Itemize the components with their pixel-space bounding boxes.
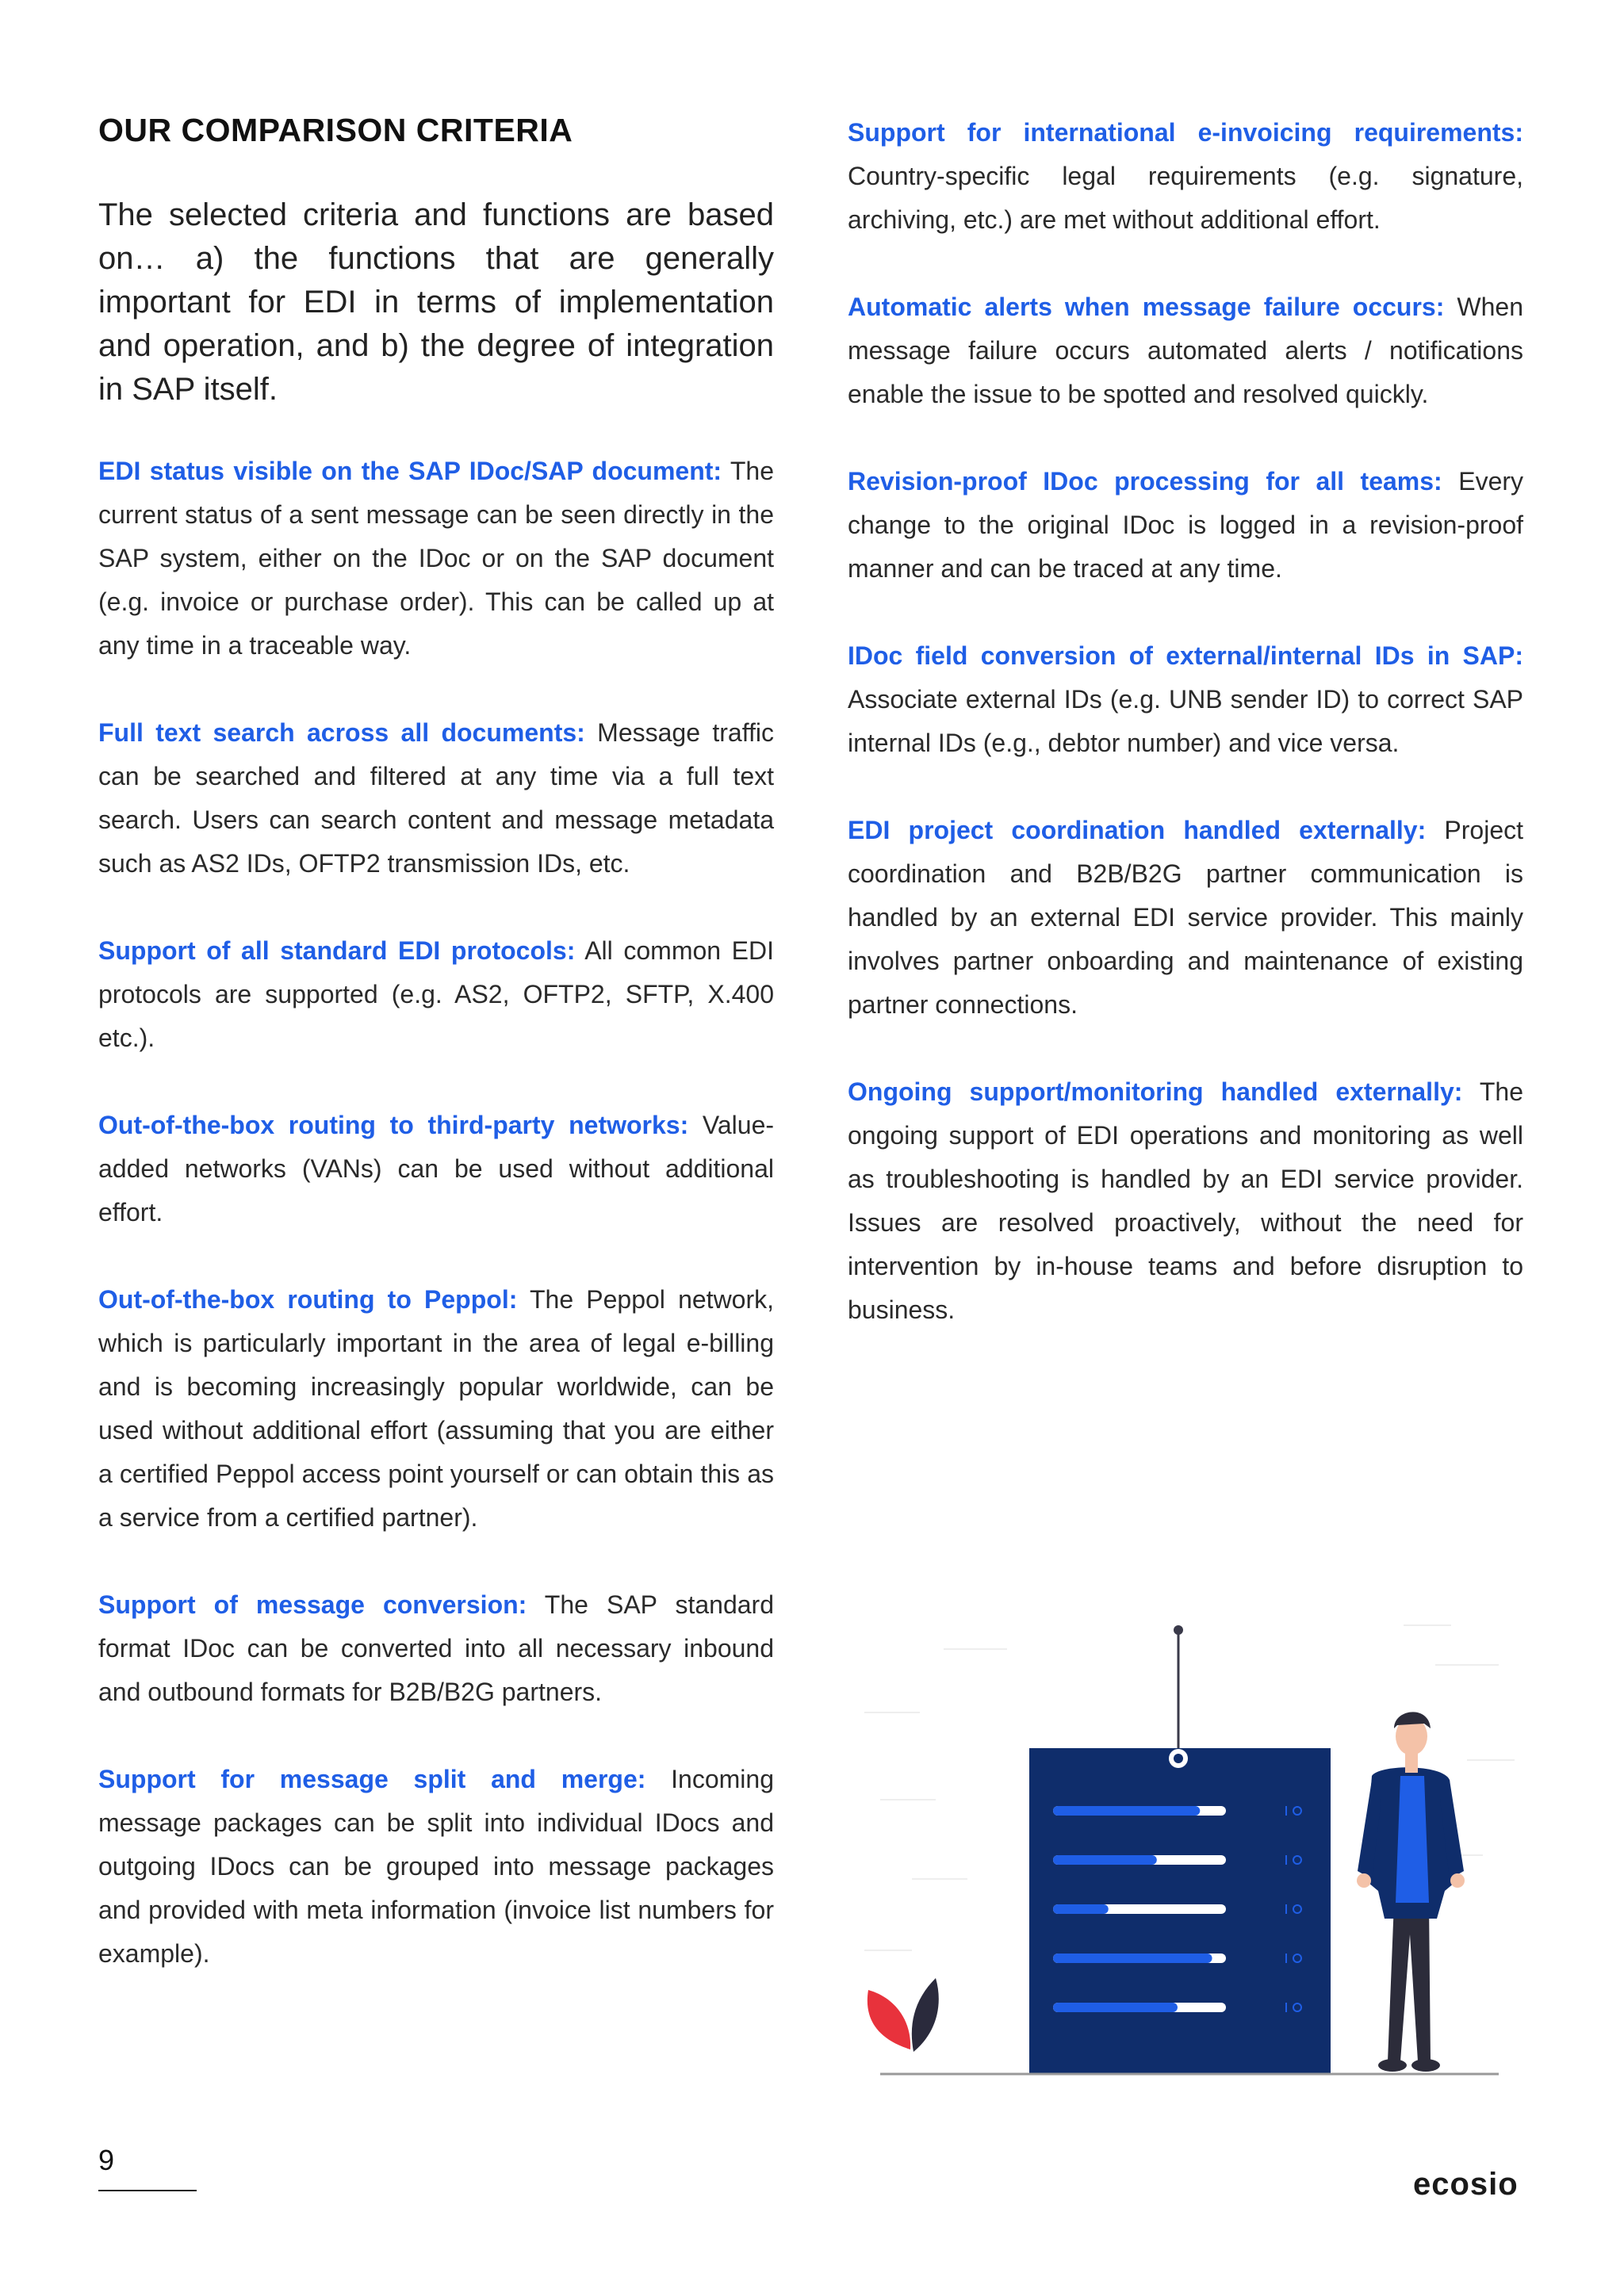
logo-text: ecosio — [1413, 2167, 1519, 2202]
criterion-automatic-alerts — [848, 285, 1523, 416]
left-column — [98, 108, 774, 2019]
criterion-title: EDI project coordination handled externally: — [848, 816, 1427, 844]
criterion-title: Out-of-the-box routing to Peppol: — [98, 1285, 518, 1314]
criterion-revision-proof — [848, 460, 1523, 591]
person-figure-icon — [1357, 1712, 1465, 2072]
criterion-ongoing-support — [848, 1070, 1523, 1332]
right-column — [848, 111, 1523, 1376]
page-number-rule — [98, 2190, 197, 2191]
criterion-text: Project coordination and B2B/B2G partner communication is handled by an external EDI service provider. This mainly involves partner onboarding and maintenance of existing partner connections. — [848, 816, 1523, 1019]
criterion-peppol-routing — [98, 1278, 774, 1540]
criterion-third-party-routing — [98, 1104, 774, 1234]
ecosio-logo — [1413, 2161, 1532, 2206]
criterion-message-conversion — [98, 1583, 774, 1714]
criterion-text: Country-specific legal requirements (e.g. signature, archiving, etc.) are met without additional effort. — [848, 162, 1523, 234]
criterion-text: Incoming message packages can be split into individual IDocs and outgoing IDocs can be grouped into message packages and provided with meta information (invoice list numbers for example). — [98, 1765, 774, 1968]
criterion-full-text-search — [98, 711, 774, 886]
server-bar-fill — [1053, 1904, 1109, 1914]
server-bar-fill — [1053, 1954, 1212, 1963]
criterion-title: Support for message split and merge: — [98, 1765, 646, 1793]
criterion-id-conversion — [848, 634, 1523, 765]
criterion-split-merge — [98, 1758, 774, 1976]
criterion-title: Out-of-the-box routing to third-party networks: — [98, 1111, 689, 1139]
criterion-title: Support of all standard EDI protocols: — [98, 936, 576, 965]
criterion-text: Every change to the original IDoc is logged in a revision-proof manner and can be traced at any time. — [848, 467, 1524, 583]
criterion-title: Support for international e-invoicing requirements: — [848, 118, 1523, 147]
criterion-text: The ongoing support of EDI operations and monitoring as well as troubleshooting is handled by an EDI service provider. Issues are resolved proactively, without the need for intervention by in-house teams and before disruption to business. — [848, 1077, 1524, 1324]
criterion-text: The Peppol network, which is particularly important in the area of legal e-billing and is becoming increasingly popular worldwide, can be used without additional effort (assuming that you are either a certified Peppol access point yourself or can obtain this as a service from a certified partner). — [98, 1285, 775, 1532]
section-title: OUR COMPARISON CRITERIA — [98, 112, 573, 148]
criterion-project-coordination — [848, 809, 1523, 1027]
criterion-title: Revision-proof IDoc processing for all teams: — [848, 467, 1442, 496]
intro-paragraph: The selected criteria and functions are based on… a) the functions that are generally important for EDI in terms of implementation and operation, and b) the degree of integration in SAP itself. — [98, 197, 774, 407]
antenna-tip — [1174, 1625, 1183, 1635]
criterion-text: Associate external IDs (e.g. UNB sender ID) to correct SAP internal IDs (e.g., debtor number) and vice versa. — [848, 685, 1523, 757]
server-illustration — [864, 1617, 1515, 2077]
criterion-e-invoicing — [848, 111, 1523, 242]
criterion-edi-protocols — [98, 929, 774, 1060]
criterion-text: Value-added networks (VANs) can be used without additional effort. — [98, 1111, 775, 1226]
criterion-text: The SAP standard format IDoc can be converted into all necessary inbound and outbound formats for B2B/B2G partners. — [98, 1590, 775, 1706]
criterion-text: Message traffic can be searched and filtered at any time via a full text search. Users can search content and message metadata such as AS2 IDs, OFTP2 transmission IDs, etc. — [98, 718, 775, 878]
leaf-plant-icon — [868, 1978, 939, 2052]
criterion-title: EDI status visible on the SAP IDoc/SAP document: — [98, 457, 722, 485]
server-bar-fill — [1053, 2003, 1178, 2012]
criterion-title: Full text search across all documents: — [98, 718, 585, 747]
server-bar-fill — [1053, 1855, 1157, 1865]
criterion-text: All common EDI protocols are supported (e.g. AS2, OFTP2, SFTP, X.400 etc.). — [98, 936, 775, 1052]
criterion-title: Automatic alerts when message failure occurs: — [848, 293, 1445, 321]
page-number: 9 — [98, 2144, 115, 2176]
criterion-title: IDoc field conversion of external/internal IDs in SAP: — [848, 641, 1523, 670]
criterion-sap-status — [98, 450, 774, 668]
criterion-text: The current status of a sent message can be seen directly in the SAP system, either on the IDoc or on the SAP document (e.g. invoice or purchase order). This can be called up at any time in a traceable way. — [98, 457, 775, 660]
criterion-text: When message failure occurs automated alerts / notifications enable the issue to be spotted and resolved quickly. — [848, 293, 1524, 408]
criterion-title: Support of message conversion: — [98, 1590, 527, 1619]
server-bar-fill — [1053, 1806, 1200, 1816]
criterion-title: Ongoing support/monitoring handled externally: — [848, 1077, 1463, 1106]
server-rack-icon — [1029, 1748, 1331, 2073]
